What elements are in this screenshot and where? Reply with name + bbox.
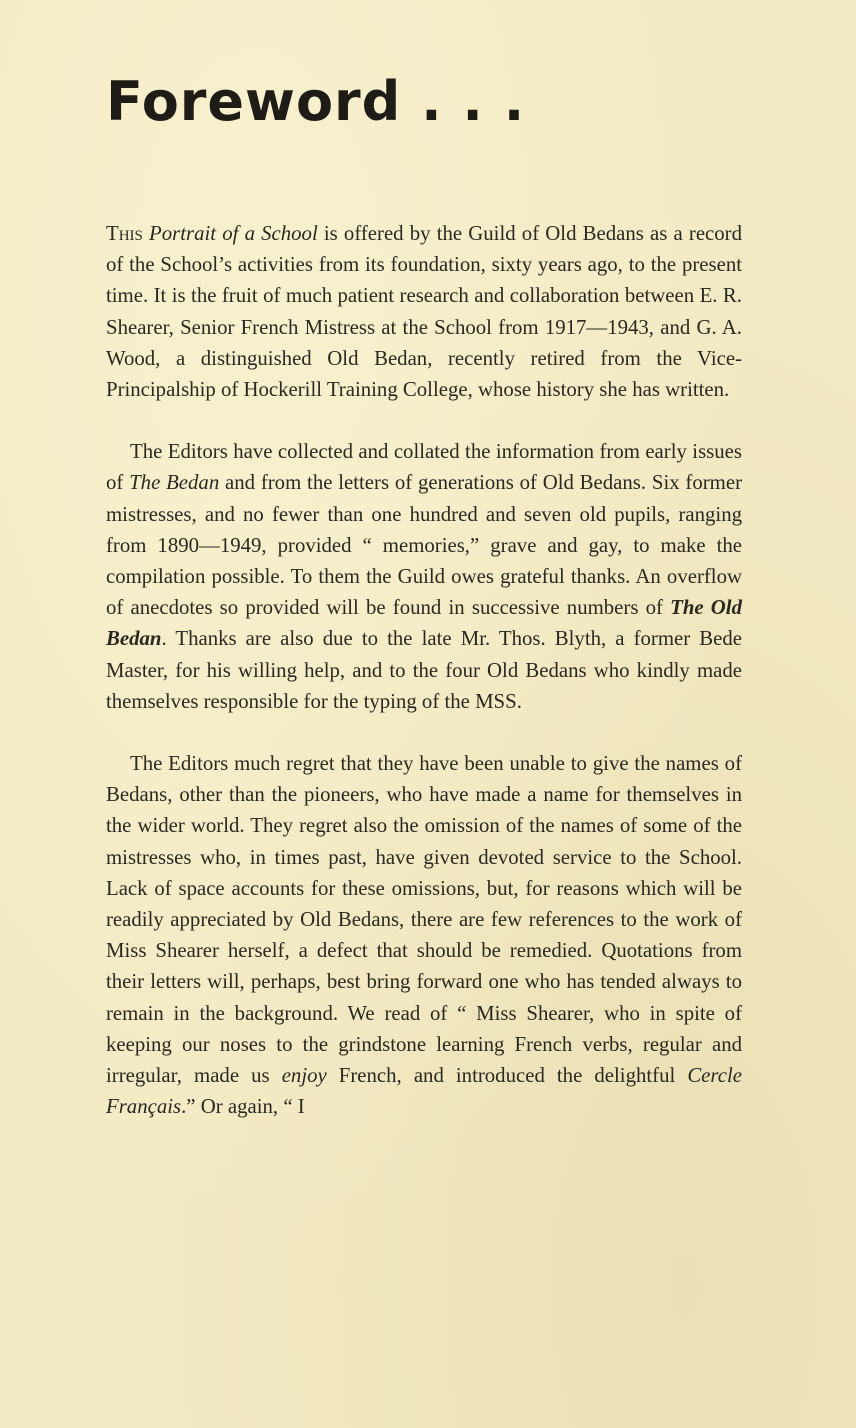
paragraph-3: [106, 748, 742, 1122]
page-title: Foreword . . .: [106, 70, 526, 133]
paragraph-2-text-a: The Editors have collected and collated the information from early issues of: [106, 440, 742, 495]
emphasis-enjoy: enjoy: [281, 1064, 327, 1088]
club-name: Cercle Français: [106, 1064, 742, 1119]
paragraph-3-text-a: The Editors much regret that they have been unable to give the names of Bedans, other than the pioneers, who have made a name for themselves in the wider world. They regret also the omission of the names of some of the mistresses who, in times past, have given devoted service to the School. Lack of space accounts for these omissions, but, for reasons which will be readily appreciated by Old Bedans, there are few references to the work of Miss Shearer herself, a defect that should be remedied. Quotations from their letters will, perhaps, best bring forward one who has tended always to remain in the background. We read of “ Miss Shearer, who in spite of keeping our noses to the grindstone learning French verbs, regular and irregular, made us: [106, 752, 742, 1088]
paragraph-1-text: is offered by the Guild of Old Bedans as a record of the School’s activities from its foundation, sixty years ago, to the present time. It is the fruit of much patient research and collaboration between E. R. Shearer, Senior French Mistress at the School from 1917—1943, and G. A. Wood, a distinguished Old Bedan, recently retired from the Vice-Principalship of Hockerill Training College, whose history she has written.: [106, 222, 743, 402]
lead-word: This: [106, 222, 143, 245]
foreword-body: [106, 218, 742, 1153]
book-title: Portrait of a School: [149, 222, 318, 245]
publication-title-old-bedan: The Old Bedan: [106, 596, 742, 651]
paragraph-2-text-b: and from the letters of generations of Old Bedans. Six former mistresses, and no fewer than one hundred and seven old pupils, ranging from 1890—1949, provided “ memories,” grave and gay, to make the compilation possible. To them the Guild owes grateful thanks. An overflow of anecdotes so provided will be found in successive numbers of: [106, 471, 742, 620]
paragraph-2-text-c: . Thanks are also due to the late Mr. Thos. Blyth, a former Bede Master, for his willing help, and to the four Old Bedans who kindly made themselves responsible for the typing of the MSS.: [106, 627, 742, 713]
paragraph-2: [106, 436, 742, 717]
paragraph-3-text-c: .” Or again, “ I: [181, 1095, 305, 1119]
paragraph-3-text-b: French, and introduced the delightful: [326, 1064, 688, 1088]
publication-title: The Bedan: [129, 471, 220, 495]
paragraph-1: [106, 218, 742, 405]
